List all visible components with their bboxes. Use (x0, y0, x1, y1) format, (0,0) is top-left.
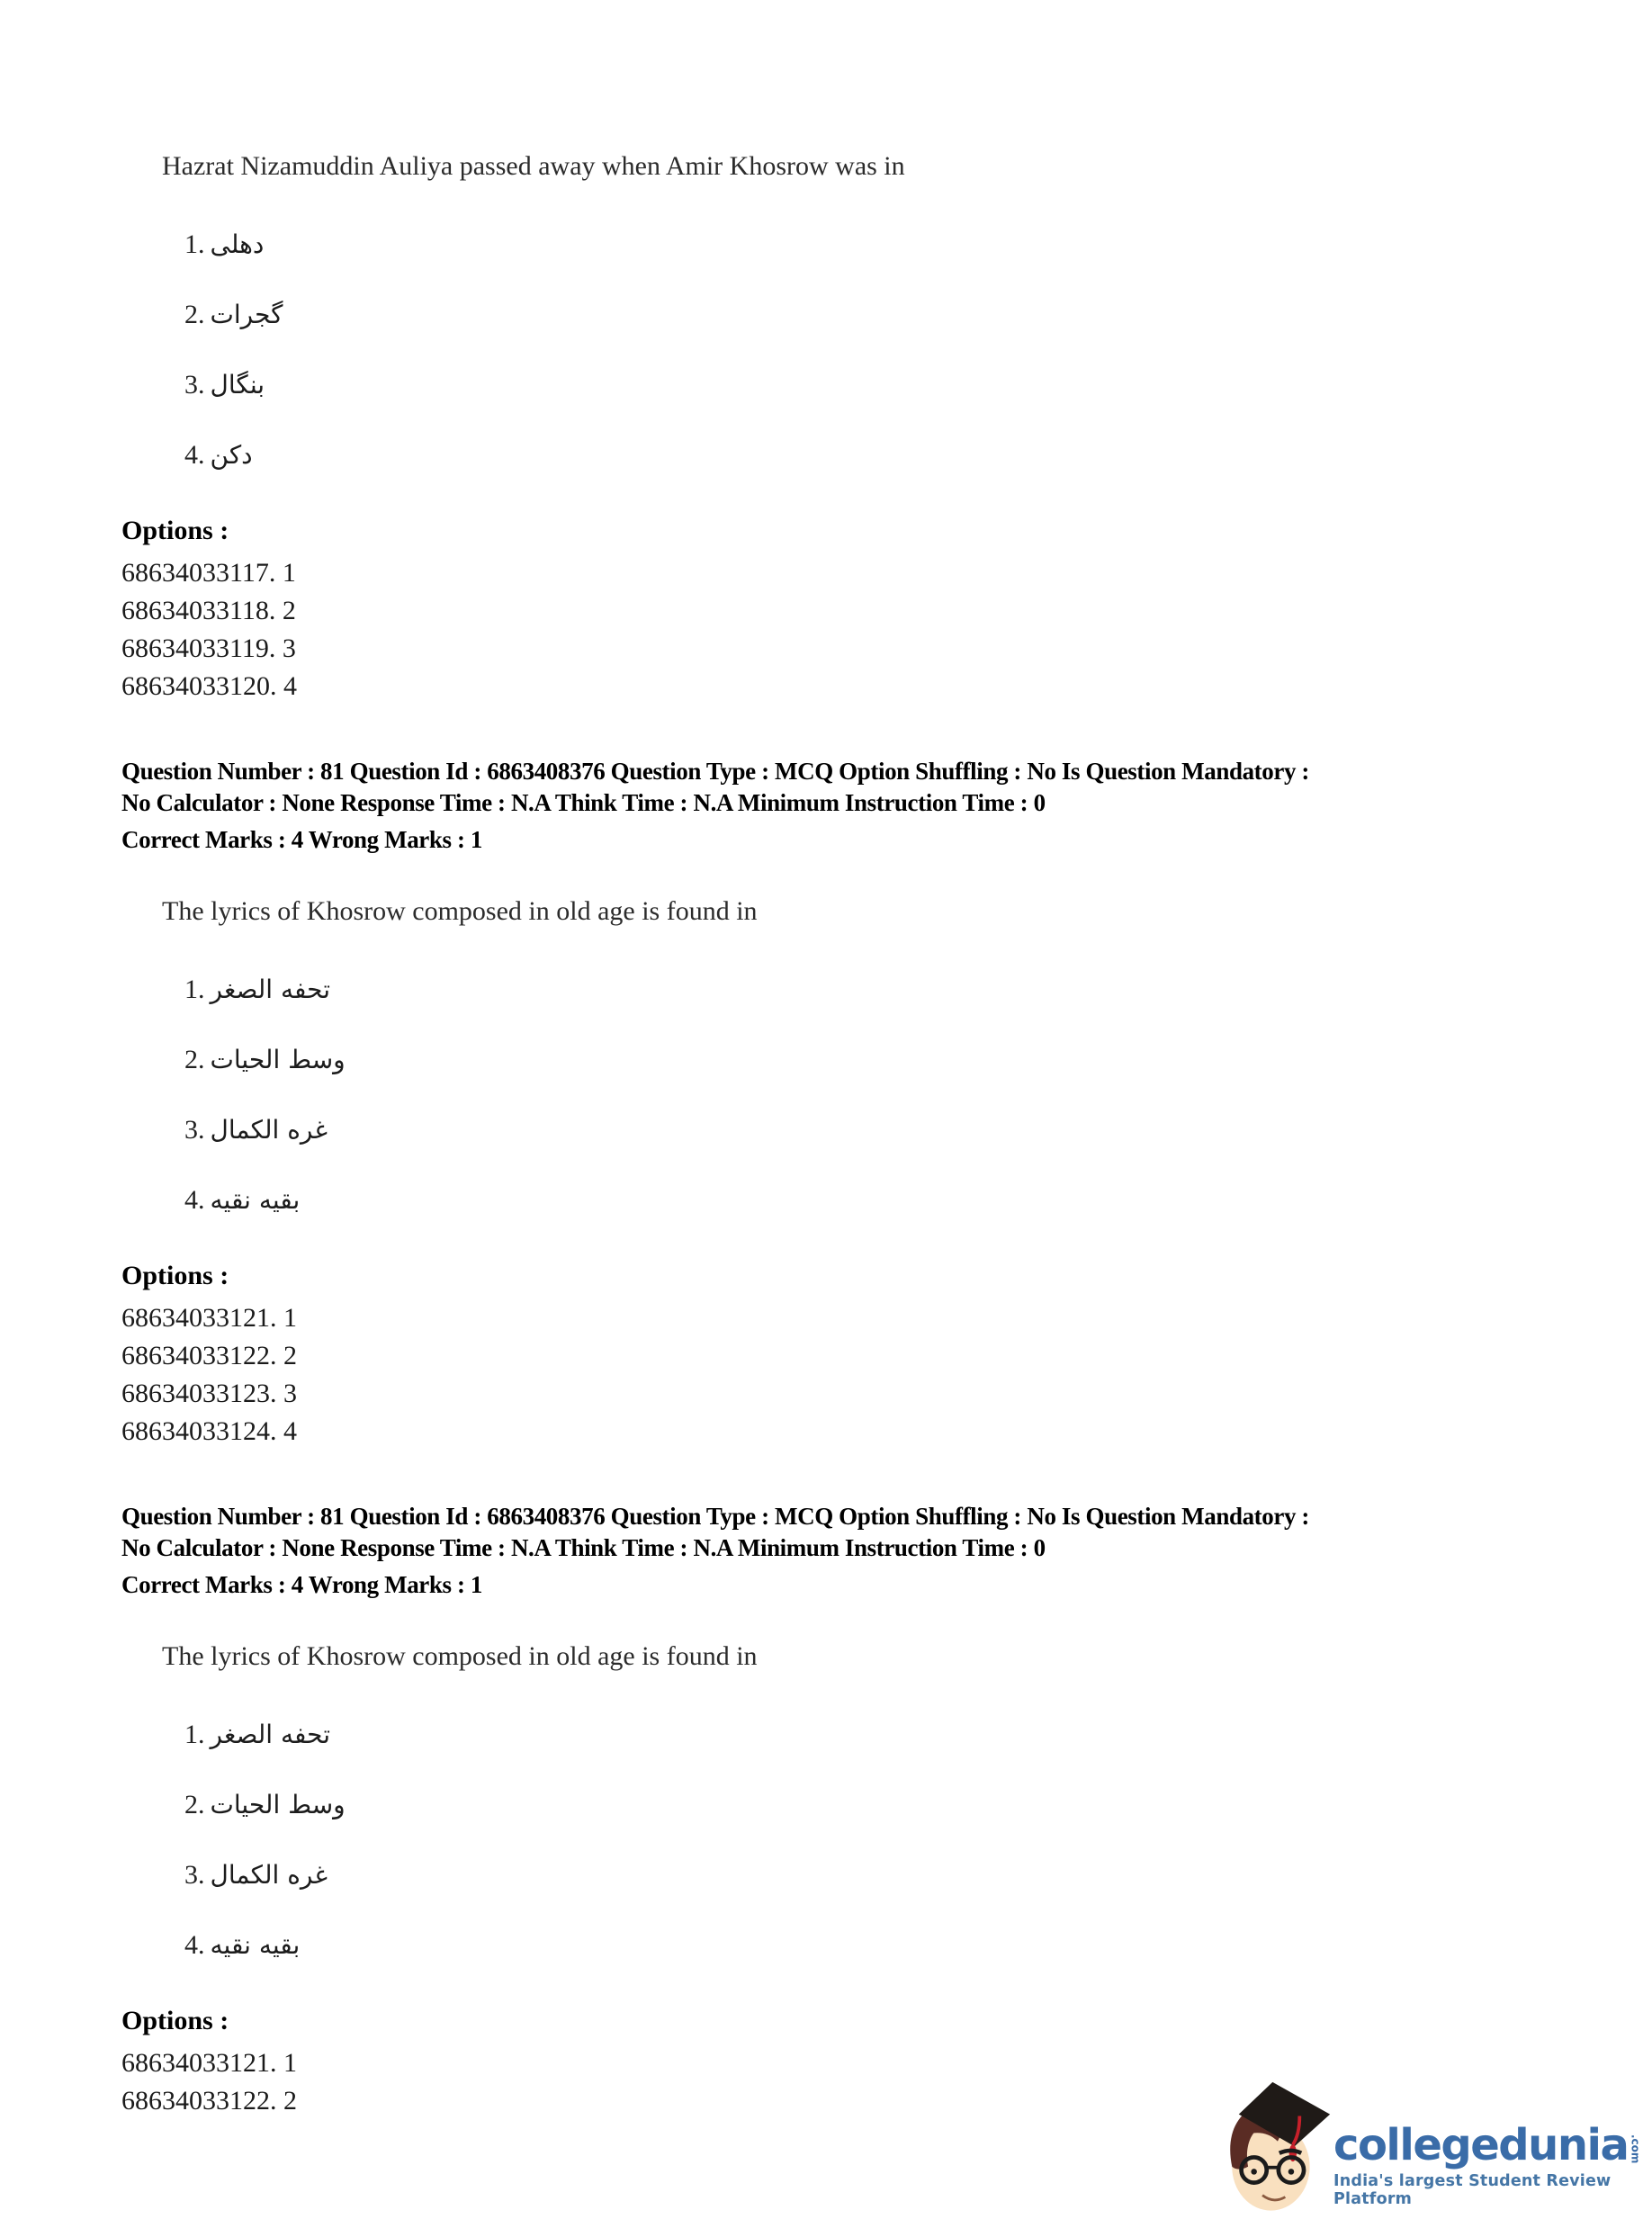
option-number: 4. (184, 440, 205, 470)
question-marks-line: Correct Marks : 4 Wrong Marks : 1 (121, 826, 482, 853)
brand-wordmark: collegedunia (1333, 2120, 1629, 2170)
option-number: 3. (184, 1115, 205, 1145)
option-number: 4. (184, 1185, 205, 1215)
option-text-urdu: گجرات (210, 300, 283, 329)
option-row (184, 1109, 1616, 1152)
option-row (184, 1713, 1616, 1756)
option-number: 1. (184, 1720, 205, 1749)
question-metadata (121, 1501, 1616, 1601)
option-id-row: 68634033120. 4 (121, 671, 297, 701)
option-number: 1. (184, 229, 205, 259)
option-row (184, 1924, 1616, 1967)
question-marks-line: Correct Marks : 4 Wrong Marks : 1 (121, 1571, 482, 1598)
option-number: 3. (184, 370, 205, 400)
collegedunia-logo (1222, 2068, 1645, 2221)
option-text-urdu: غره الکمال (210, 1115, 328, 1145)
option-number: 2. (184, 300, 205, 329)
question-meta-line-2: No Calculator : None Response Time : N.A Think Time : N.A Minimum Instruction Time : 0 (121, 789, 1046, 816)
option-row (184, 968, 1616, 1011)
question-text: The lyrics of Khosrow composed in old age is found in (162, 1641, 758, 1671)
option-id-row: 68634033124. 4 (121, 1416, 297, 1446)
option-row (184, 364, 1616, 407)
option-row (184, 293, 1616, 337)
option-text-urdu: وسط الحیات (210, 1790, 346, 1819)
option-id-row: 68634033118. 2 (121, 596, 296, 625)
option-text-urdu: غره الکمال (210, 1860, 328, 1890)
question-text: The lyrics of Khosrow composed in old age is found in (162, 896, 758, 926)
logo-text (1333, 2120, 1645, 2221)
question-block-2 (121, 756, 1616, 1451)
options-heading: Options : (121, 2006, 229, 2035)
option-number: 2. (184, 1045, 205, 1074)
option-text-urdu: تحفه الصغر (210, 975, 330, 1004)
question-meta-line-1: Question Number : 81 Question Id : 6863408376 Question Type : MCQ Option Shuffling : No Is Question Mandatory : (121, 758, 1309, 785)
option-id-row: 68634033122. 2 (121, 2086, 297, 2116)
question-metadata (121, 756, 1616, 856)
option-id-row: 68634033123. 3 (121, 1379, 297, 1408)
options-heading: Options : (121, 516, 229, 545)
option-text-urdu: بقیه نقیه (210, 1185, 301, 1215)
option-number: 4. (184, 1930, 205, 1960)
option-number: 1. (184, 975, 205, 1004)
option-id-row: 68634033119. 3 (121, 633, 296, 663)
option-row (184, 1854, 1616, 1897)
option-number: 2. (184, 1790, 205, 1819)
option-id-row: 68634033121. 1 (121, 2048, 297, 2078)
option-row (184, 223, 1616, 266)
option-row (184, 434, 1616, 477)
option-id-row: 68634033122. 2 (121, 1341, 297, 1370)
option-number: 3. (184, 1860, 205, 1890)
question-block-3 (121, 1501, 1616, 2120)
options-heading: Options : (121, 1261, 229, 1290)
option-text-urdu: وسط الحیات (210, 1045, 346, 1074)
question-block-1 (121, 148, 1616, 705)
brand-tld: .com (1629, 2134, 1642, 2163)
option-row (184, 1179, 1616, 1222)
brand-tagline: India's largest Student Review Platform (1333, 2172, 1612, 2208)
question-meta-line-2: No Calculator : None Response Time : N.A Think Time : N.A Minimum Instruction Time : 0 (121, 1534, 1046, 1561)
option-id-row: 68634033121. 1 (121, 1303, 297, 1333)
option-row (184, 1038, 1616, 1082)
option-text-urdu: بقیه نقیه (210, 1930, 301, 1960)
option-row (184, 1783, 1616, 1827)
question-text: Hazrat Nizamuddin Auliya passed away when Amir Khosrow was in (162, 151, 905, 181)
option-text-urdu: تحفه الصغر (210, 1720, 330, 1749)
option-text-urdu: دکن (210, 440, 253, 470)
collegedunia-mascot-icon (1222, 2079, 1332, 2221)
option-id-row: 68634033117. 1 (121, 558, 296, 588)
option-text-urdu: بنگال (210, 370, 265, 400)
option-text-urdu: دهلی (210, 229, 265, 259)
question-meta-line-1: Question Number : 81 Question Id : 6863408376 Question Type : MCQ Option Shuffling : No Is Question Mandatory : (121, 1503, 1309, 1530)
